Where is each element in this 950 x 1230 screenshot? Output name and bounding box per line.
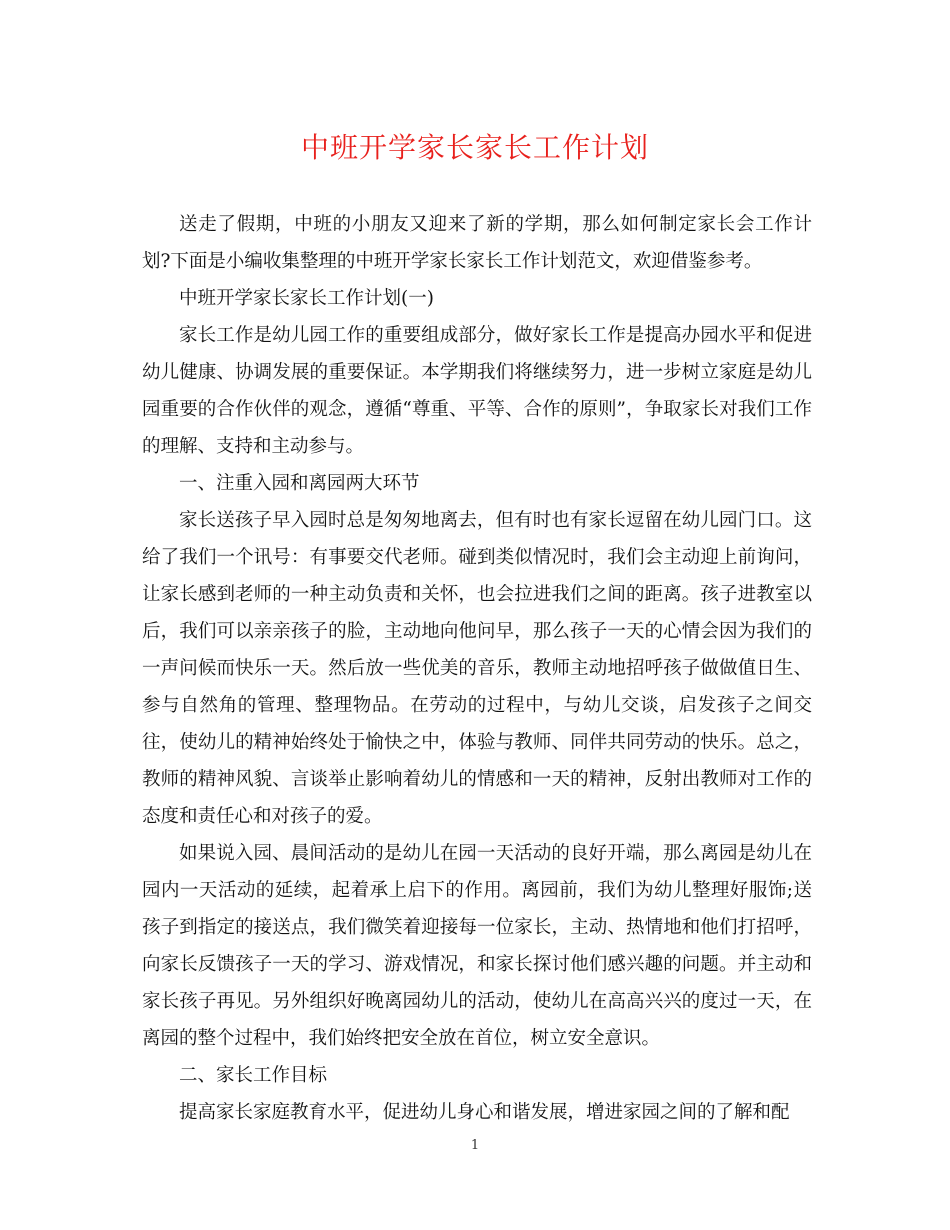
section-heading-two: 二、家长工作目标 xyxy=(179,1065,328,1086)
document-body xyxy=(142,206,812,1131)
body-paragraph: 家长送孩子早入园时总是匆匆地离去，但有时也有家长逗留在幼儿园门口。这给了我们一个讯号：有事要交代老师。碰到类似情况时，我们会主动迎上前询问，让家长感到老师的一种主动负责和关怀，也会拉进我们之间的距离。孩子进教室以后，我们可以亲亲孩子的脸，主动地向他问早，那么孩子一天的心情会因为我们的一声问候而快乐一天。然后放一些优美的音乐，教师主动地招呼孩子做做值日生、参与自然角的管理、整理物品。在劳动的过程中，与幼儿交谈，启发孩子之间交往，使幼儿的精神始终处于愉快之中，体验与教师、同伴共同劳动的快乐。总之，教师的精神风貌、言谈举止影响着幼儿的情感和一天的精神，反射出教师对工作的态度和责任心和对孩子的爱。 xyxy=(142,510,812,827)
document-title: 中班开学家长家长工作计划 xyxy=(300,131,649,164)
body-paragraph: 家长工作是幼儿园工作的重要组成部分，做好家长工作是提高办园水平和促进幼儿健康、协调发展的重要保证。本学期我们将继续努力，进一步树立家庭是幼儿园重要的合作伙伴的观念，遵循“尊重、平等、合作的原则”，争取家长对我们工作的理解、支持和主动参与。 xyxy=(142,325,812,457)
body-paragraph: 提高家长家庭教育水平，促进幼儿身心和谐发展，增进家园之间的了解和配 xyxy=(179,1102,790,1123)
intro-paragraph: 送走了假期，中班的小朋友又迎来了新的学期，那么如何制定家长会工作计划?下面是小编收集整理的中班开学家长家长工作计划范文，欢迎借鉴参考。 xyxy=(142,214,812,272)
page-number: 1 xyxy=(470,1138,480,1153)
section-heading-one: 一、注重入园和离园两大环节 xyxy=(179,473,420,494)
body-paragraph: 如果说入园、晨间活动的是幼儿在园一天活动的良好开端，那么离园是幼儿在园内一天活动的延续，起着承上启下的作用。离园前，我们为幼儿整理好服饰;送孩子到指定的接送点，我们微笑着迎接每一位家长，主动、热情地和他们打招呼，向家长反馈孩子一天的学习、游戏情况，和家长探讨他们感兴趣的问题。并主动和家长孩子再见。另外组织好晚离园幼儿的活动，使幼儿在高高兴兴的度过一天，在离园的整个过程中，我们始终把安全放在首位，树立安全意识。 xyxy=(142,843,812,1049)
section-heading-plan-one: 中班开学家长家长工作计划(一) xyxy=(179,288,434,309)
